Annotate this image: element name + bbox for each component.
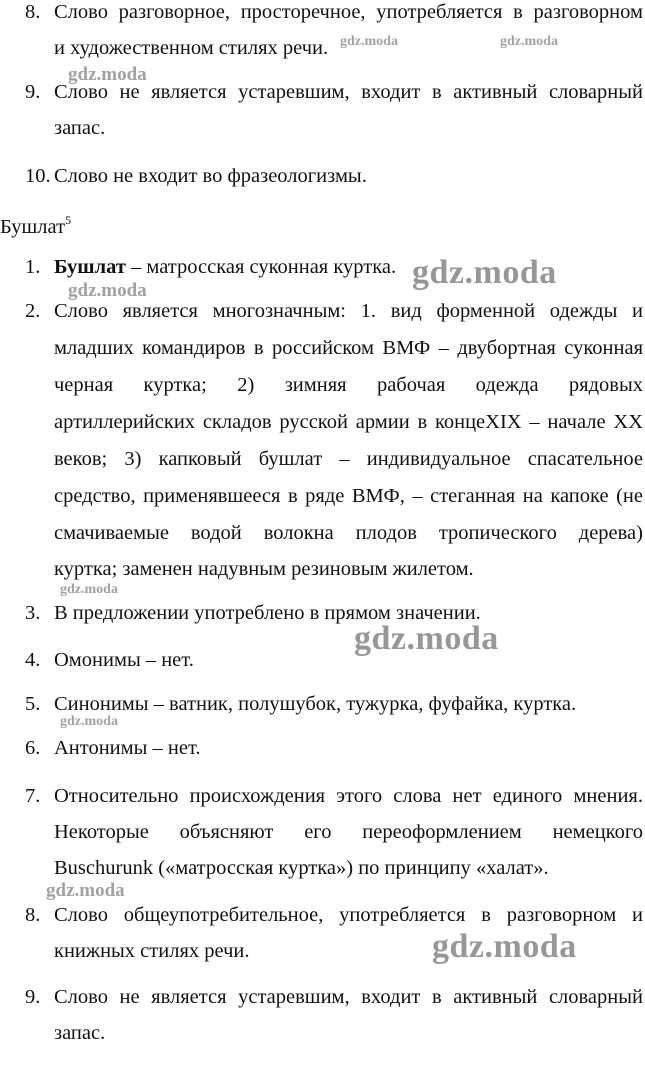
item-text-line: В предложении употреблено в прямом значении. — [54, 602, 481, 624]
item-number: 8. — [25, 1, 41, 23]
item-text-line: запас. — [54, 1022, 106, 1044]
term-definition: – матросская суконная куртка. — [125, 256, 397, 278]
item-number: 9. — [25, 81, 41, 103]
watermark-logo: gdz.moda — [68, 64, 147, 85]
item-text-line: Слово не является устаревшим, входит в активный словарный — [54, 81, 643, 103]
watermark-logo: gdz.moda — [46, 880, 125, 901]
item-text-line: Омонимы – нет. — [54, 649, 194, 671]
watermark-logo: gdz.moda — [412, 254, 557, 291]
item-text-line: веков; 3) капковый бушлат – индивидуальное спасательное — [54, 448, 643, 470]
item-text-line: Относительно происхождения этого слова нет единого мнения. — [54, 785, 643, 807]
footnote-marker: 5 — [65, 213, 72, 227]
watermark-logo: gdz.moda — [60, 582, 118, 597]
item-text-line: черная куртка; 2) зимняя рабочая одежда рядовых — [54, 374, 643, 396]
item-text-line: Слово является многозначным: 1. вид форменной одежды и — [54, 300, 643, 322]
item-number: 4. — [25, 649, 41, 671]
item-number: 8. — [25, 904, 41, 926]
item-number: 2. — [25, 300, 41, 322]
item-number: 3. — [25, 602, 41, 624]
watermark-logo: gdz.moda — [354, 620, 499, 657]
item-number: 5. — [25, 693, 41, 715]
watermark-logo: gdz.moda — [60, 714, 118, 729]
item-text-line: куртка; заменен надувным резиновым жилетом. — [54, 558, 474, 580]
item-number: 1. — [25, 256, 41, 278]
item-text-line: средство, применявшееся в ряде ВМФ, – стеганная на капоке (не — [54, 485, 643, 507]
item-text-line: Слово общеупотребительное, употребляется в разговорном и — [54, 904, 643, 926]
item-text-line: запас. — [54, 117, 106, 139]
item-text-line: Некоторые объясняют его переоформлением немецкого — [54, 821, 643, 843]
item-text-line: Синонимы – ватник, полушубок, тужурка, фуфайка, куртка. — [54, 693, 577, 715]
item-number: 9. — [25, 986, 41, 1008]
item-text-line: Buschurunk («матросская куртка») по принципу «халат». — [54, 857, 549, 879]
item-number: 6. — [25, 737, 41, 759]
watermark-logo: gdz.moda — [340, 34, 398, 49]
watermark-logo: gdz.moda — [500, 34, 558, 49]
term-bold: Бушлат — [54, 256, 126, 278]
watermark-logo: gdz.moda — [432, 928, 577, 965]
item-text-line: и художественном стилях речи. — [54, 37, 329, 59]
item-text-line — [54, 255, 396, 279]
heading-word: Бушлат — [0, 216, 66, 238]
item-text-line: Антонимы – нет. — [54, 737, 201, 759]
item-text-line: артиллерийских складов русской армии в концеXIX – начале XX — [54, 411, 643, 433]
item-text-line: младших командиров в российском ВМФ – двубортная суконная — [54, 337, 643, 359]
item-text-line: смачиваемые водой волокна плодов тропического дерева) — [54, 522, 643, 544]
section-heading — [0, 208, 71, 239]
item-number: 10. — [25, 165, 51, 187]
item-text-line: Слово не входит во фразеологизмы. — [54, 165, 367, 187]
item-text-line: Слово не является устаревшим, входит в активный словарный — [54, 986, 643, 1008]
item-text-line: Слово разговорное, просторечное, употребляется в разговорном — [54, 1, 643, 23]
watermark-logo: gdz.moda — [68, 280, 147, 301]
item-number: 7. — [25, 785, 41, 807]
item-text-line: книжных стилях речи. — [54, 940, 250, 962]
